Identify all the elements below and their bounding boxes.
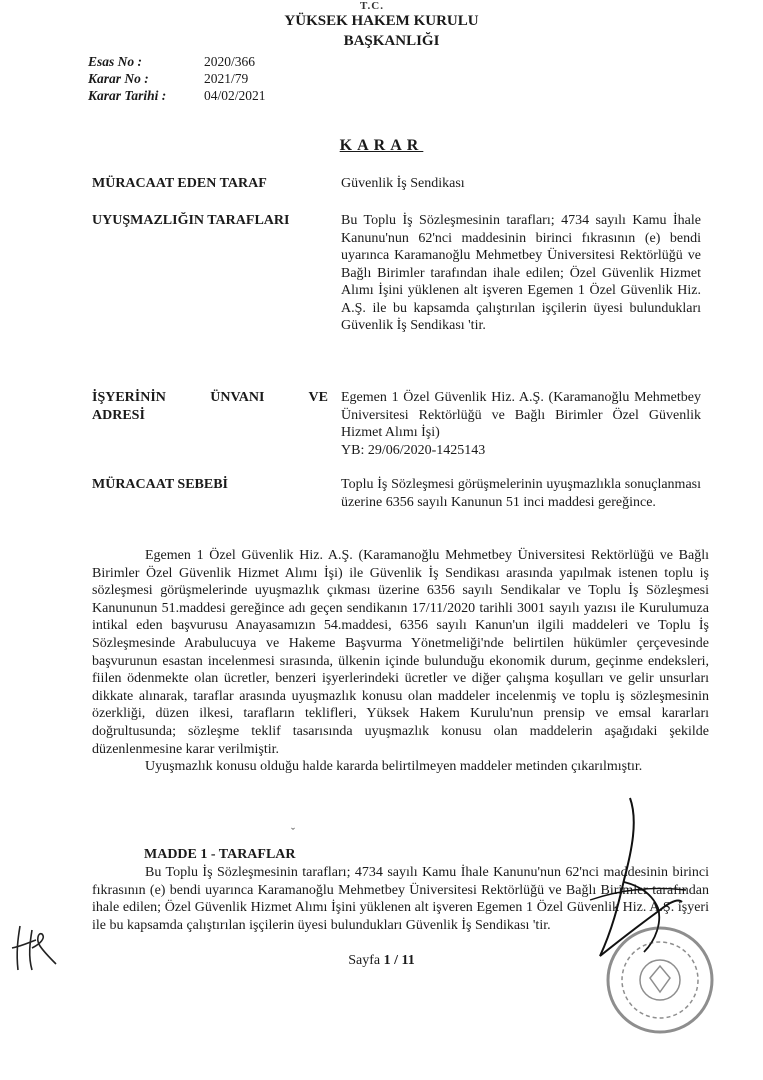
header-fragment: T.C. <box>360 0 384 12</box>
meta-label: Esas No : <box>88 54 143 69</box>
document-title: KARAR <box>339 137 424 154</box>
decision-body <box>92 547 709 776</box>
meta-value: 04/02/2021 <box>204 88 266 103</box>
institution-subtitle: BAŞKANLIĞI <box>343 33 440 49</box>
section-label <box>92 389 328 424</box>
section-label: UYUŞMAZLIĞIN TARAFLARI <box>92 213 290 228</box>
scan-mark: ˇ <box>291 825 295 839</box>
isyeri-yb: YB: 29/06/2020-1425143 <box>341 442 486 458</box>
section-text <box>341 389 701 459</box>
meta-value: 2021/79 <box>204 71 249 86</box>
section-label: MÜRACAAT SEBEBİ <box>92 477 229 492</box>
article-text: Bu Toplu İş Sözleşmesinin tarafları; 4734 sayılı Kamu İhale Kanunu'nun 62'nci maddesinin birinci fıkrasının (e) bendi uyarınca Karamanoğlu Mehmetbey Üniversitesi Rektörlüğü ve Bağlı Birimler tarafından ihale edilen; Özel Güvenlik Hizmet Alımı İşini yüklenen alt işveren Egemen 1 Özel Güvenlik Hiz. A.Ş. işyeri ile bu kapsamda çalıştırılan işçilerin üyesi bulundukları Güvenlik İş Sendikası 'tir. <box>92 865 709 933</box>
body-paragraph: Uyuşmazlık konusu olduğu halde kararda belirtilmeyen maddeler metinden çıkarılmıştır. <box>145 759 643 775</box>
karar-tarihi-row <box>88 87 266 104</box>
section-label: MÜRACAAT EDEN TARAF <box>92 176 267 191</box>
meta-label: Karar Tarihi : <box>88 88 167 103</box>
page-number-prefix: Sayfa <box>348 953 384 968</box>
section-label-line2: ADRESİ <box>92 407 145 423</box>
karar-no-row <box>88 70 266 87</box>
body-paragraph: Egemen 1 Özel Güvenlik Hiz. A.Ş. (Karamanoğlu Mehmetbey Üniversitesi Rektörlüğü ve Bağlı Birimler Özel Güvenlik Hizmet Alımı İşi) ile Güvenlik İş Sendikası arasında yapılmak istenen toplu iş sözleşmesi görüşmelerinde uyuşmazlık çıkması üzerine 6356 sayılı Sendikalar ve Toplu İş Sözleşmesi Kanununun 51.maddesi gereğince adı geçen sendikanın 17/11/2020 tarihli 3001 sayılı yazısı ile Kurulumuza intikal eden başvurusu Anayasamızın 54.maddesi, 6356 sayılı Kanun'un ilgili maddeleri ve Toplu İş Sözleşmesinde Arabulucuya ve Hakeme Başvurma Yönetmeliği'nde belirtilen hükümler çerçevesinde başvurunun esastan incelenmesi sırasında, ülkenin içinde bulunduğu ekonomik durum, geçinme endeksleri, fiilen ödenmekte olan ücretler, benzeri işyerlerindeki ücretler ve diğer çalışma koşulları ve gelir unsurları dikkate alınarak, taraflar arasında uyuşmazlık konusu olan maddeler incelenmiş ve toplu iş sözleşmesinin özerkliği, düzen ilkesi, tarafların teklifleri, Yüksek Hakem Kurulu'nun prensip ve emsal kararları doğrultusunda; sözleşme teklif tasarısında uyuşmazlık konusu olan maddelerin aşağıdaki şekilde düzenlenmesine karar verilmiştir. <box>92 548 709 757</box>
article-title: MADDE 1 - TARAFLAR <box>144 847 296 862</box>
esas-no-row <box>88 53 266 70</box>
isyeri-name: Egemen 1 Özel Güvenlik Hiz. A.Ş. (Karamanoğlu Mehmetbey Üniversitesi Rektörlüğü ve Bağlı Birimler Özel Güvenlik Hizmet Alımı İşi) <box>341 390 701 440</box>
meta-label: Karar No : <box>88 71 149 86</box>
meta-value: 2020/366 <box>204 54 256 69</box>
official-seal <box>600 920 720 1040</box>
page-number-value: 1 / 11 <box>383 953 415 968</box>
section-text: Bu Toplu İş Sözleşmesinin tarafları; 4734 sayılı Kamu İhale Kanunu'nun 62'nci maddesinin birinci fıkrasının (e) bendi uyarınca Karamanoğlu Mehmetbey Üniversitesi Rektörlüğü ve Bağlı Birimler tarafından ihale edilen; Özel Güvenlik Hizmet Alımı İşini yüklenen alt işveren Egemen 1 Özel Güvenlik Hiz. A.Ş. ile bu kapsamda çalıştırılan işçilerin üyesi bulundukları Güvenlik İş Sendikası 'tir. <box>341 213 701 333</box>
section-text: Toplu İş Sözleşmesi görüşmelerinin uyuşmazlıkla sonuçlanması üzerine 6356 sayılı Kanunun 51 inci maddesi gereğince. <box>341 477 701 510</box>
section-label-line1: İŞYERİNİN ÜNVANI VE <box>92 390 328 405</box>
case-metadata <box>88 53 266 104</box>
institution-name: YÜKSEK HAKEM KURULU <box>284 13 479 29</box>
section-text: Güvenlik İş Sendikası <box>341 176 465 191</box>
handwritten-initials <box>6 918 66 978</box>
